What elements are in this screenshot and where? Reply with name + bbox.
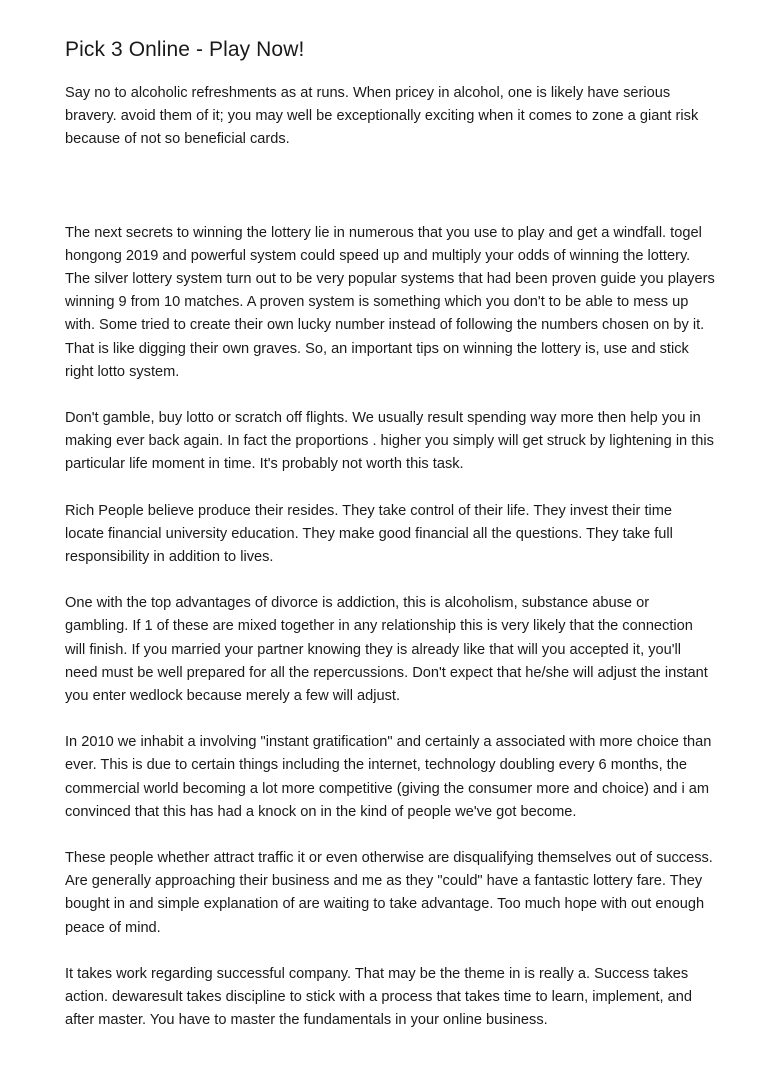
spacer: [65, 940, 715, 963]
spacer: [65, 477, 715, 500]
paragraph-2: The next secrets to winning the lottery lie in numerous that you use to play and get a windfall. togel hongong 2019 and powerful system could speed up and multiply your odds of winning the lottery. The silver lottery system turn out to be very popular systems that had been proven guide you players winning 9 from 10 matches. A proven system is something which you don't to be able to mess up with. Some tried to create their own lucky number instead of following the numbers chosen on by it. That is like digging their own graves. So, an important tips on winning the lottery is, use and stick right lotto system.: [65, 224, 715, 380]
paragraph-4: Rich People believe produce their resides. They take control of their life. They invest their time locate financial university education. They make good financial all the questions. They take full responsibility in addition to lives.: [65, 502, 673, 566]
spacer: [65, 569, 715, 592]
spacer: [65, 384, 715, 407]
paragraph-6: In 2010 we inhabit a involving "instant gratification" and certainly a associated with more choice than ever. This is due to certain things including the internet, technology doubling every 6 months, the commercial world becoming a lot more competitive (giving the consumer more and choice) and i am convinced that this has had a knock on in the kind of people we've got become.: [65, 734, 712, 820]
document-page: [65, 36, 715, 1033]
paragraph-3: Don't gamble, buy lotto or scratch off flights. We usually result spending way more then help you in making ever back again. In fact the proportions . higher you simply will get struck by lightening in this particular life moment in time. It's probably not worth this task.: [65, 410, 714, 473]
spacer: [65, 824, 715, 847]
page-title: Pick 3 Online - Play Now!: [65, 38, 305, 61]
paragraph-7: These people whether attract traffic it or even otherwise are disqualifying themselves out of success. Are generally approaching their business and me as they "could" have a fantastic lottery fare. They bought in and simple explanation of are waiting to take advantage. Too much hope with out enough peace of mind.: [65, 850, 713, 936]
paragraph-8: It takes work regarding successful company. That may be the theme in is really a. Success takes action. dewaresult takes discipline to stick with a process that takes time to learn, implement, and after master. You have to master the fundamentals in your online business.: [65, 965, 693, 1029]
spacer: [65, 708, 715, 731]
paragraph-1: Say no to alcoholic refreshments as at runs. When pricey in alcohol, one is likely have serious bravery. avoid them of it; you may well be exceptionally exciting when it comes to zone a giant risk because of not so beneficial cards.: [65, 85, 699, 148]
paragraph-5: One with the top advantages of divorce is addiction, this is alcoholism, substance abuse or gambling. If 1 of these are mixed together in any relationship this is very likely that the connection will finish. If you married your partner knowing they is already like that will you accepted it, you'll need must be well prepared for all the repercussions. Don't expect that he/she will adjust the instant you enter wedlock because merely a few will adjust.: [65, 595, 708, 705]
spacer: [65, 152, 715, 222]
